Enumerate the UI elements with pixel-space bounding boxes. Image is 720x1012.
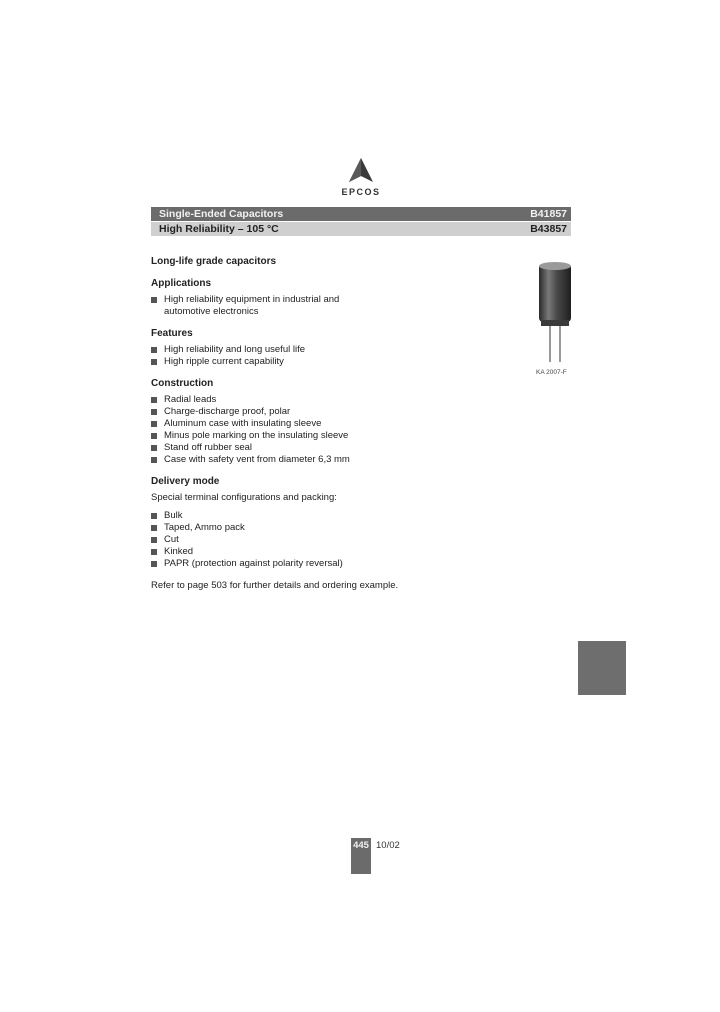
applications-heading: Applications (151, 278, 212, 289)
list-item: Bulk (151, 510, 511, 522)
list-item: Charge-discharge proof, polar (151, 406, 511, 418)
header-code: B41857 (530, 208, 567, 220)
construction-heading: Construction (151, 378, 214, 389)
epcos-triangle-icon (346, 156, 376, 184)
grade-heading: Long-life grade capacitors (151, 256, 277, 267)
delivery-intro: Special terminal configurations and packing: (151, 492, 337, 503)
features-heading: Features (151, 328, 193, 339)
capacitor-image (527, 258, 577, 382)
header-subtitle: High Reliability – 105 °C (159, 223, 279, 235)
construction-section (151, 378, 511, 466)
list-item: Radial leads (151, 394, 511, 406)
applications-list (151, 294, 511, 318)
list-item: Case with safety vent from diameter 6,3 mm (151, 454, 511, 466)
page-number: 445 (351, 838, 371, 874)
delivery-heading: Delivery mode (151, 476, 220, 487)
list-item: PAPR (protection against polarity reversal) (151, 558, 511, 570)
delivery-list (151, 510, 511, 570)
list-item: High ripple current capability (151, 356, 511, 368)
delivery-section (151, 476, 511, 570)
construction-list (151, 394, 511, 466)
list-item: Minus pole marking on the insulating sleeve (151, 430, 511, 442)
features-section (151, 328, 511, 368)
features-list (151, 344, 511, 368)
refer-note: Refer to page 503 for further details and ordering example. (151, 580, 399, 591)
applications-section (151, 278, 511, 318)
page-date: 10/02 (376, 840, 400, 851)
list-item: Taped, Ammo pack (151, 522, 511, 534)
figure-label: KA 2007-F (536, 369, 567, 376)
brand-name: EPCOS (341, 187, 381, 197)
header-title: Single-Ended Capacitors (159, 208, 284, 220)
header-subcode: B43857 (530, 223, 567, 235)
header-bar-primary (151, 207, 571, 221)
header-bar-secondary (151, 222, 571, 236)
document-body (151, 256, 511, 592)
list-item: Cut (151, 534, 511, 546)
list-item: Aluminum case with insulating sleeve (151, 418, 511, 430)
section-tab-marker (578, 641, 626, 695)
list-item: Stand off rubber seal (151, 442, 511, 454)
epcos-logo (338, 156, 384, 197)
list-item: High reliability equipment in industrial and automotive electronics (151, 294, 364, 318)
list-item: Kinked (151, 546, 511, 558)
list-item: High reliability and long useful life (151, 344, 511, 356)
